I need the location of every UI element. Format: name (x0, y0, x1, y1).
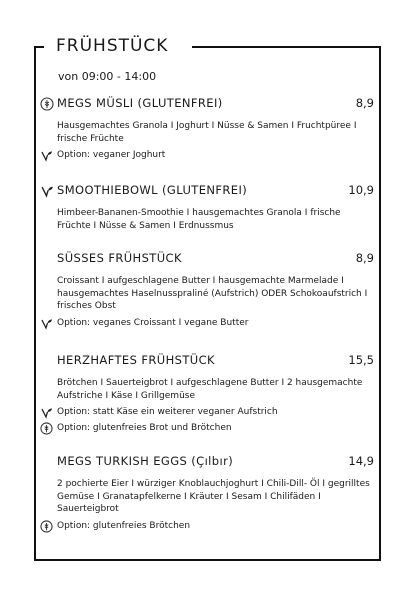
option-text: Option: glutenfreies Brot und Brötchen (57, 423, 232, 433)
gluten-free-icon (40, 422, 53, 435)
menu-item-name: HERZHAFTES FRÜHSTÜCK (57, 353, 215, 367)
menu-item-header (40, 251, 374, 267)
option-text: Option: glutenfreies Brötchen (57, 520, 191, 531)
option-text: Option: veganer Joghurt (57, 150, 166, 160)
menu-item-header (40, 454, 374, 470)
menu-title: FRÜHSTÜCK (56, 36, 169, 56)
menu-item-price: 10,9 (348, 183, 374, 197)
menu-item-herzhaftes-fruehstueck (40, 353, 374, 435)
menu-item-price: 15,5 (348, 353, 374, 367)
vegan-icon (40, 317, 53, 330)
vegan-icon (40, 406, 53, 419)
menu-item-header (40, 183, 374, 199)
menu-item-option (40, 317, 374, 330)
menu-item-name: SÜSSES FRÜHSTÜCK (57, 251, 182, 265)
option-text: Option: veganes Croissant I vegane Butter (57, 317, 249, 328)
menu-item-description: Himbeer-Bananen-Smoothie I hausgemachtes Granola I frische Früchte I Nüsse & Samen I Erdnussmus (57, 208, 341, 231)
menu-item-name: SMOOTHIEBOWL (GLUTENFREI) (57, 183, 248, 197)
option-text: Option: statt Käse ein weiterer veganer Aufstrich (57, 407, 278, 417)
menu-item-name: MEGS MÜSLI (GLUTENFREI) (57, 96, 223, 110)
menu-item-megs-muesli (40, 96, 374, 162)
opening-hours: von 09:00 - 14:00 (58, 70, 157, 83)
menu-item-description: 2 pochierte Eier I würziger Knoblauchjoghurt I Chili-Dill- Öl I gegrilltes Gemüse I Granatapfelkerne I Kräuter I Sesam I Chilifäden I Sauerteigbrot (57, 479, 370, 514)
menu-item-price: 8,9 (355, 96, 374, 110)
menu-item-header (40, 96, 374, 112)
menu-item-turkish-eggs (40, 454, 374, 533)
menu-item-option (40, 406, 374, 419)
menu-item-description: Croissant I aufgeschlagene Butter I hausgemachte Marmelade I hausgemachtes Haselnusspraliné (Aufstrich) ODER Schokoaufstrich I frisches Obst (57, 276, 368, 311)
menu-item-suesses-fruehstueck (40, 251, 374, 330)
menu-item-price: 14,9 (348, 454, 374, 468)
gluten-free-icon (40, 520, 53, 533)
menu-item-price: 8,9 (355, 251, 374, 265)
menu-item-description: Brötchen I Sauerteigbrot I aufgeschlagene Butter I 2 hausgemachte Aufstriche I Käse I Grillgemüse (57, 378, 363, 401)
menu-item-option (40, 422, 374, 435)
gluten-free-icon (40, 97, 54, 111)
vegan-icon (40, 149, 53, 162)
menu-item-description: Hausgemachtes Granola I Joghurt I Nüsse & Samen I Fruchtpüree I frische Früchte (57, 121, 357, 144)
menu-item-name: MEGS TURKISH EGGS (Çılbır) (57, 454, 234, 468)
vegan-icon (40, 184, 54, 198)
menu-item-header (40, 353, 374, 369)
menu-item-option (40, 520, 374, 533)
menu-item-smoothiebowl (40, 183, 374, 232)
menu-item-option (40, 149, 374, 162)
